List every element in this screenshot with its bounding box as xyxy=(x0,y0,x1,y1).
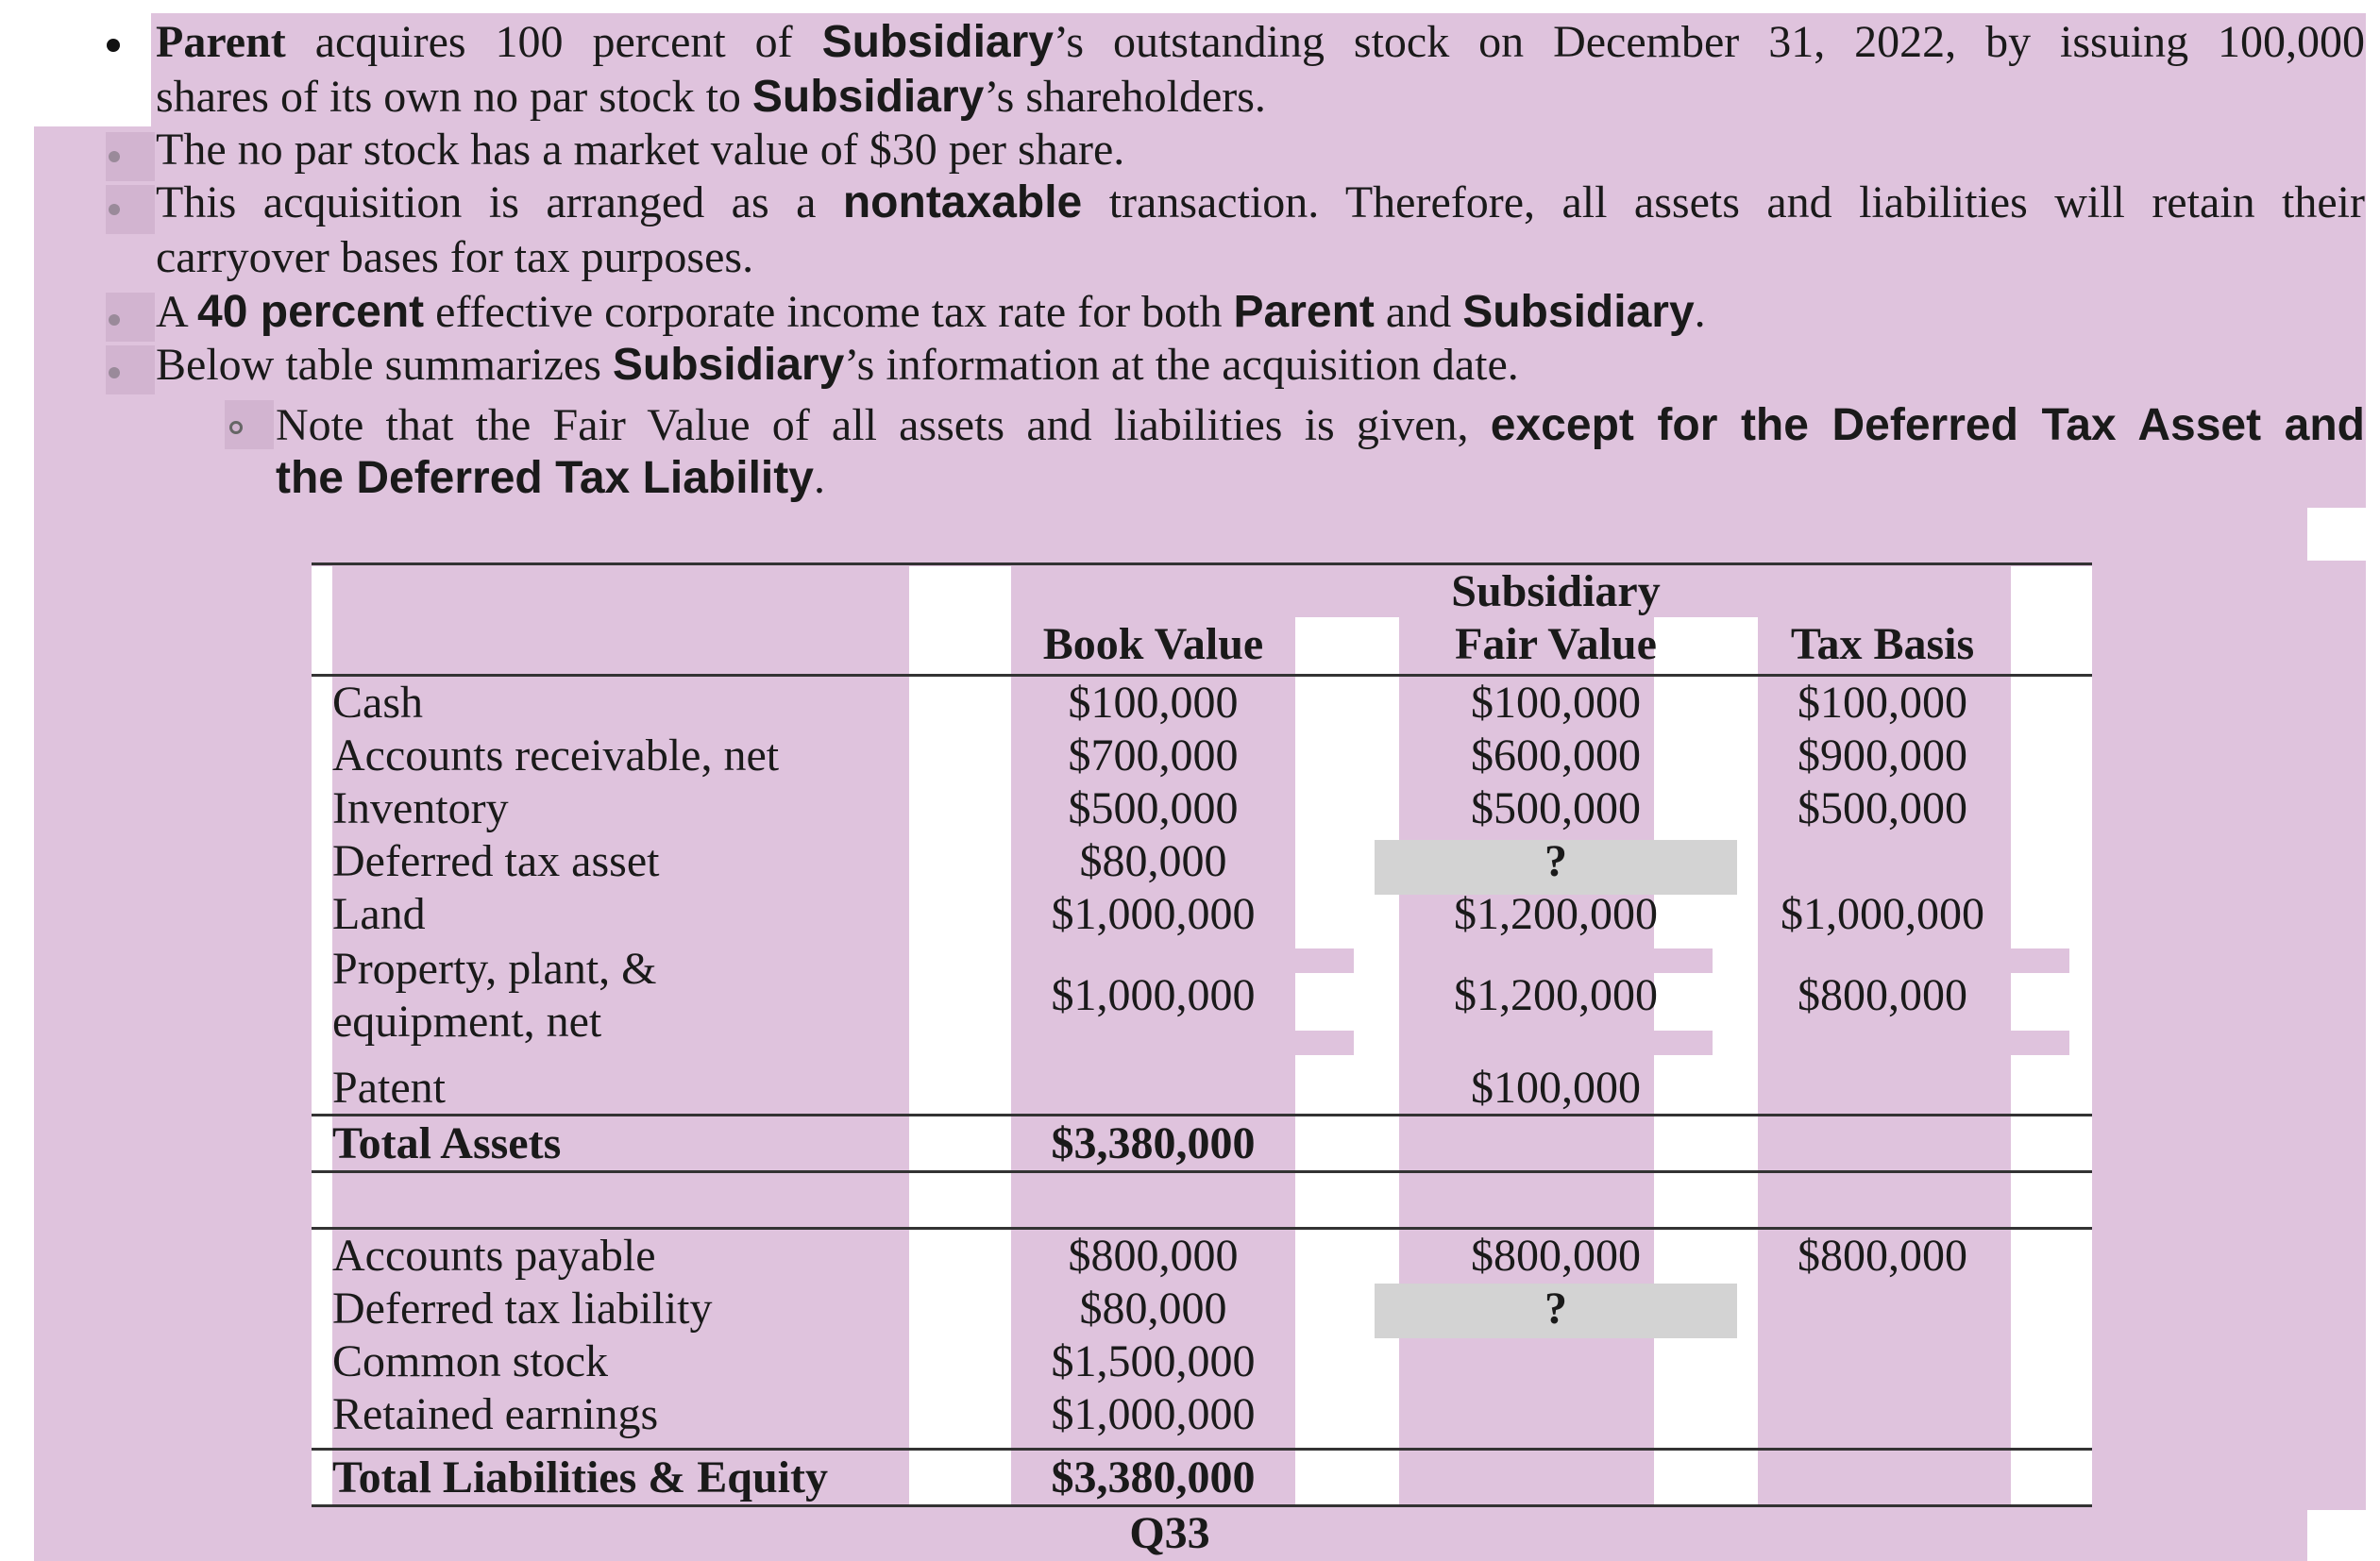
blank-notch-right xyxy=(2307,508,2366,561)
sub-bullet-line-2 xyxy=(276,451,825,506)
cell-book: $1,000,000 xyxy=(1051,970,1256,1020)
row-label: Accounts receivable, net xyxy=(332,730,780,780)
cell-fv: $1,200,000 xyxy=(1454,889,1658,939)
cell-tax: $1,000,000 xyxy=(1781,889,1984,939)
header-book-value: Book Value xyxy=(1042,619,1264,669)
row-tab xyxy=(1654,1031,1713,1055)
row-label: Property, plant, & xyxy=(332,944,657,994)
bullet-text: ’s shareholders. xyxy=(984,72,1266,122)
bullet-marker-4 xyxy=(109,314,120,326)
bullet-text: This acquisition is arranged as a xyxy=(156,177,843,227)
total-le-book: $3,380,000 xyxy=(1051,1452,1256,1502)
cell-fv: $500,000 xyxy=(1471,783,1641,833)
bullet-emphasis: 40 percent xyxy=(197,287,425,337)
row-label: Cash xyxy=(332,678,423,728)
bullet-line xyxy=(156,176,2365,230)
bullet-emphasis: Subsidiary xyxy=(612,340,845,390)
blank-notch-bottom xyxy=(2307,1510,2366,1561)
bullet-marker-1 xyxy=(107,39,120,52)
total-assets-label: Total Assets xyxy=(332,1118,562,1168)
bullet-text: . xyxy=(1694,287,1706,337)
cell-book: $700,000 xyxy=(1068,730,1239,780)
row-label: Deferred tax liability xyxy=(332,1284,713,1334)
row-label: Accounts payable xyxy=(332,1231,656,1281)
bullet-emphasis: Parent xyxy=(156,17,286,67)
row-label: Inventory xyxy=(332,783,509,833)
table-gap-row-tint-1 xyxy=(332,1174,909,1229)
bullet-line xyxy=(156,338,1519,393)
cell-book: $1,000,000 xyxy=(1051,1389,1256,1439)
table-white-band-1 xyxy=(312,566,332,1506)
bullet-emphasis: nontaxable xyxy=(842,177,1083,227)
row-label: Common stock xyxy=(332,1336,609,1386)
bullet-emphasis: Parent xyxy=(1233,287,1375,337)
bullet-line xyxy=(156,230,753,285)
bullet-text: carryover bases for tax purposes. xyxy=(156,232,754,282)
bullet-line xyxy=(156,123,1124,177)
total-assets-book: $3,380,000 xyxy=(1051,1118,1256,1168)
cell-fv: $100,000 xyxy=(1471,678,1641,728)
table-rule-top xyxy=(312,562,2092,565)
cell-book: $1,500,000 xyxy=(1051,1336,1256,1386)
cell-fv: ? xyxy=(1544,1284,1567,1334)
cell-book: $500,000 xyxy=(1068,783,1239,833)
bullet-text: effective corporate income tax rate for both xyxy=(424,287,1234,337)
cell-tax: $900,000 xyxy=(1798,730,1967,780)
cell-fv: $600,000 xyxy=(1471,730,1641,780)
bullet-text: and xyxy=(1374,287,1463,337)
header-subsidiary: Subsidiary xyxy=(1451,566,1661,616)
header-tax-basis: Tax Basis xyxy=(1790,619,1975,669)
bullet-line xyxy=(156,70,1266,125)
bullet-text: The no par stock has a market value of $30 per share. xyxy=(156,125,1125,175)
sub-bullet-line-1 xyxy=(276,398,2365,453)
sub-bullet-text: Note that the Fair Value of all assets and liabilities is given, xyxy=(276,400,1491,450)
bullet-emphasis: Subsidiary xyxy=(751,72,985,122)
table-white-band-2 xyxy=(909,566,1011,1506)
cell-tax: $800,000 xyxy=(1798,1231,1967,1281)
cell-fv: $1,200,000 xyxy=(1454,970,1658,1020)
row-tab xyxy=(2011,948,2069,973)
row-label-cont: equipment, net xyxy=(332,997,602,1047)
bullet-marker-5 xyxy=(109,367,120,378)
cell-fv: $800,000 xyxy=(1471,1231,1641,1281)
cell-book: $800,000 xyxy=(1068,1231,1239,1281)
cell-tax: $100,000 xyxy=(1798,678,1967,728)
row-label: Deferred tax asset xyxy=(332,836,660,886)
sub-bullet-emphasis-2: the Deferred Tax Liability xyxy=(276,453,814,503)
row-label: Retained earnings xyxy=(332,1389,659,1439)
bullet-text: ’s information at the acquisition date. xyxy=(844,340,1519,390)
row-label: Land xyxy=(332,889,426,939)
bullet-marker-3 xyxy=(109,204,120,215)
bullet-text: Below table summarizes xyxy=(156,340,613,390)
bullet-marker-2 xyxy=(109,151,120,162)
cell-tax: $800,000 xyxy=(1798,970,1967,1020)
cell-fv: ? xyxy=(1544,836,1567,886)
row-tab xyxy=(1295,948,1354,973)
cell-book: $80,000 xyxy=(1079,1284,1227,1334)
bullet-text: shares of its own no par stock to xyxy=(156,72,752,122)
bullet-text: ’s outstanding stock on December 31, 2022, by issuing 100,000 xyxy=(1054,17,2365,67)
row-label: Patent xyxy=(332,1063,446,1113)
row-tab xyxy=(1295,1031,1354,1055)
row-tab xyxy=(2011,1031,2069,1055)
table-gap-row-tint-2 xyxy=(1011,1174,1295,1229)
table-gap-row-tint-4 xyxy=(1758,1174,2011,1229)
sub-bullet-marker xyxy=(229,421,243,434)
table-caption: Q33 xyxy=(1129,1508,1210,1558)
bullet-line xyxy=(156,15,2365,70)
table-gap-row-tint-3 xyxy=(1399,1174,1654,1229)
bullet-emphasis: Subsidiary xyxy=(821,17,1054,67)
cell-fv: $100,000 xyxy=(1471,1063,1641,1113)
cell-book: $100,000 xyxy=(1068,678,1239,728)
bullet-emphasis: Subsidiary xyxy=(1462,287,1695,337)
bullet-line xyxy=(156,285,1706,340)
cell-book: $1,000,000 xyxy=(1051,889,1256,939)
bullet-text: transaction. Therefore, all assets and liabilities will retain their xyxy=(1082,177,2366,227)
header-fair-value: Fair Value xyxy=(1455,619,1657,669)
sub-bullet-period: . xyxy=(813,453,825,503)
total-le-label: Total Liabilities & Equity xyxy=(332,1452,828,1502)
cell-tax: $500,000 xyxy=(1798,783,1967,833)
bullet-text: A xyxy=(156,287,198,337)
bullet-text: acquires 100 percent of xyxy=(285,17,822,67)
sub-bullet-emphasis: except for the Deferred Tax Asset and xyxy=(1490,400,2366,450)
cell-book: $80,000 xyxy=(1079,836,1227,886)
